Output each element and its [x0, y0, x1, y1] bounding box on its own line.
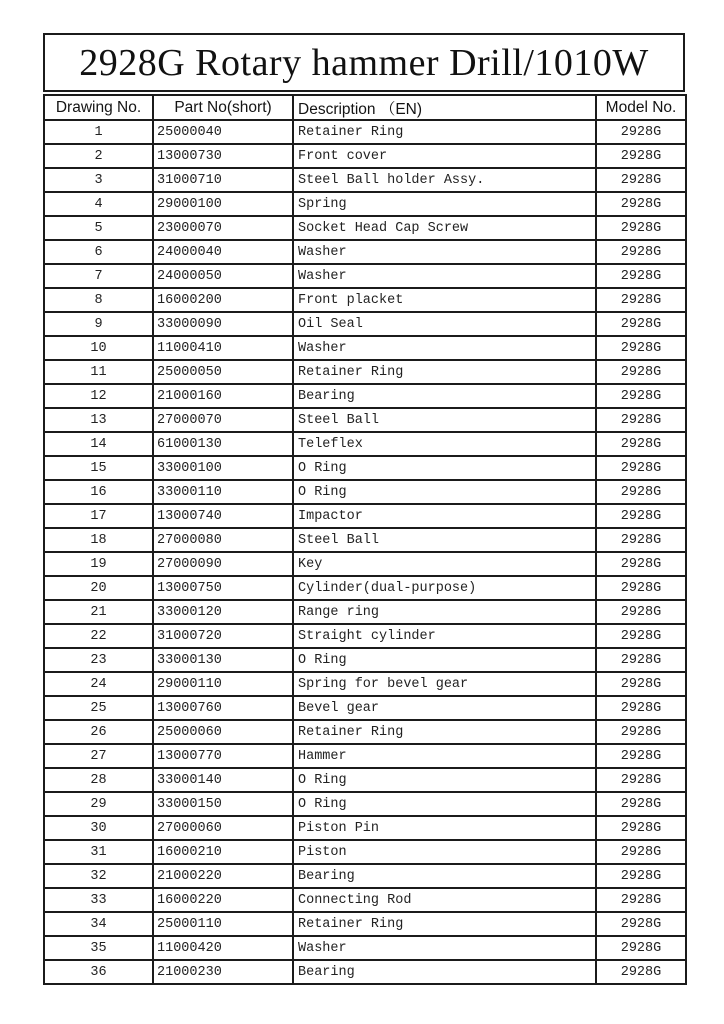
- description-cell: Teleflex: [293, 432, 596, 456]
- table-row: [44, 264, 686, 288]
- description-cell: Piston: [293, 840, 596, 864]
- table-row: [44, 552, 686, 576]
- drawing-no-cell: 32: [44, 864, 153, 888]
- description-cell: O Ring: [293, 768, 596, 792]
- table-row: [44, 744, 686, 768]
- description-cell: Bearing: [293, 864, 596, 888]
- part-no-cell: 11000410: [153, 336, 293, 360]
- drawing-no-cell: 35: [44, 936, 153, 960]
- table-row: [44, 768, 686, 792]
- description-cell: O Ring: [293, 456, 596, 480]
- description-cell: Retainer Ring: [293, 120, 596, 144]
- drawing-no-cell: 18: [44, 528, 153, 552]
- drawing-no-cell: 6: [44, 240, 153, 264]
- header-row: [44, 95, 686, 120]
- part-no-cell: 27000080: [153, 528, 293, 552]
- part-no-cell: 33000140: [153, 768, 293, 792]
- part-no-cell: 16000200: [153, 288, 293, 312]
- description-cell: Socket Head Cap Screw: [293, 216, 596, 240]
- model-no-cell: 2928G: [596, 384, 686, 408]
- model-no-cell: 2928G: [596, 360, 686, 384]
- drawing-no-cell: 30: [44, 816, 153, 840]
- drawing-no-cell: 2: [44, 144, 153, 168]
- description-cell: Retainer Ring: [293, 360, 596, 384]
- drawing-no-cell: 31: [44, 840, 153, 864]
- drawing-no-cell: 9: [44, 312, 153, 336]
- part-no-cell: 21000160: [153, 384, 293, 408]
- table-row: [44, 696, 686, 720]
- column-header-part-no: Part No(short): [153, 95, 293, 120]
- description-cell: Range ring: [293, 600, 596, 624]
- table-row: [44, 672, 686, 696]
- description-cell: Straight cylinder: [293, 624, 596, 648]
- model-no-cell: 2928G: [596, 456, 686, 480]
- table-row: [44, 792, 686, 816]
- model-no-cell: 2928G: [596, 864, 686, 888]
- table-row: [44, 360, 686, 384]
- part-no-cell: 25000040: [153, 120, 293, 144]
- model-no-cell: 2928G: [596, 264, 686, 288]
- drawing-no-cell: 29: [44, 792, 153, 816]
- model-no-cell: 2928G: [596, 648, 686, 672]
- part-no-cell: 29000110: [153, 672, 293, 696]
- part-no-cell: 33000090: [153, 312, 293, 336]
- part-no-cell: 13000760: [153, 696, 293, 720]
- table-row: [44, 648, 686, 672]
- drawing-no-cell: 11: [44, 360, 153, 384]
- model-no-cell: 2928G: [596, 912, 686, 936]
- model-no-cell: 2928G: [596, 432, 686, 456]
- model-no-cell: 2928G: [596, 552, 686, 576]
- table-row: [44, 720, 686, 744]
- description-cell: Washer: [293, 936, 596, 960]
- description-cell: O Ring: [293, 480, 596, 504]
- part-no-cell: 61000130: [153, 432, 293, 456]
- model-no-cell: 2928G: [596, 576, 686, 600]
- table-row: [44, 312, 686, 336]
- part-no-cell: 24000050: [153, 264, 293, 288]
- model-no-cell: 2928G: [596, 528, 686, 552]
- description-cell: Spring: [293, 192, 596, 216]
- column-header-drawing-no: Drawing No.: [44, 95, 153, 120]
- model-no-cell: 2928G: [596, 240, 686, 264]
- table-row: [44, 504, 686, 528]
- table-row: [44, 480, 686, 504]
- table-row: [44, 960, 686, 984]
- table-row: [44, 456, 686, 480]
- description-cell: Retainer Ring: [293, 912, 596, 936]
- drawing-no-cell: 16: [44, 480, 153, 504]
- description-cell: Cylinder(dual-purpose): [293, 576, 596, 600]
- model-no-cell: 2928G: [596, 600, 686, 624]
- part-no-cell: 33000100: [153, 456, 293, 480]
- description-cell: Piston Pin: [293, 816, 596, 840]
- drawing-no-cell: 21: [44, 600, 153, 624]
- drawing-no-cell: 5: [44, 216, 153, 240]
- description-cell: Washer: [293, 336, 596, 360]
- model-no-cell: 2928G: [596, 312, 686, 336]
- drawing-no-cell: 34: [44, 912, 153, 936]
- drawing-no-cell: 13: [44, 408, 153, 432]
- drawing-no-cell: 1: [44, 120, 153, 144]
- drawing-no-cell: 3: [44, 168, 153, 192]
- description-cell: Spring for bevel gear: [293, 672, 596, 696]
- part-no-cell: 27000090: [153, 552, 293, 576]
- model-no-cell: 2928G: [596, 816, 686, 840]
- model-no-cell: 2928G: [596, 960, 686, 984]
- drawing-no-cell: 4: [44, 192, 153, 216]
- drawing-no-cell: 36: [44, 960, 153, 984]
- drawing-no-cell: 19: [44, 552, 153, 576]
- part-no-cell: 13000730: [153, 144, 293, 168]
- part-no-cell: 25000060: [153, 720, 293, 744]
- part-no-cell: 33000120: [153, 600, 293, 624]
- drawing-no-cell: 27: [44, 744, 153, 768]
- model-no-cell: 2928G: [596, 720, 686, 744]
- drawing-no-cell: 14: [44, 432, 153, 456]
- model-no-cell: 2928G: [596, 936, 686, 960]
- drawing-no-cell: 28: [44, 768, 153, 792]
- description-cell: Retainer Ring: [293, 720, 596, 744]
- model-no-cell: 2928G: [596, 480, 686, 504]
- table-row: [44, 408, 686, 432]
- table-row: [44, 840, 686, 864]
- model-no-cell: 2928G: [596, 768, 686, 792]
- drawing-no-cell: 8: [44, 288, 153, 312]
- part-no-cell: 27000060: [153, 816, 293, 840]
- part-no-cell: 33000150: [153, 792, 293, 816]
- description-cell: Steel Ball: [293, 408, 596, 432]
- model-no-cell: 2928G: [596, 504, 686, 528]
- model-no-cell: 2928G: [596, 144, 686, 168]
- part-no-cell: 33000130: [153, 648, 293, 672]
- model-no-cell: 2928G: [596, 888, 686, 912]
- model-no-cell: 2928G: [596, 696, 686, 720]
- table-row: [44, 888, 686, 912]
- model-no-cell: 2928G: [596, 840, 686, 864]
- table-row: [44, 600, 686, 624]
- table-row: [44, 912, 686, 936]
- description-cell: Hammer: [293, 744, 596, 768]
- model-no-cell: 2928G: [596, 288, 686, 312]
- part-no-cell: 24000040: [153, 240, 293, 264]
- part-no-cell: 25000050: [153, 360, 293, 384]
- description-cell: Oil Seal: [293, 312, 596, 336]
- model-no-cell: 2928G: [596, 120, 686, 144]
- model-no-cell: 2928G: [596, 624, 686, 648]
- part-no-cell: 16000220: [153, 888, 293, 912]
- table-row: [44, 168, 686, 192]
- part-no-cell: 31000710: [153, 168, 293, 192]
- table-row: [44, 144, 686, 168]
- table-row: [44, 240, 686, 264]
- model-no-cell: 2928G: [596, 792, 686, 816]
- table-row: [44, 576, 686, 600]
- part-no-cell: 13000740: [153, 504, 293, 528]
- model-no-cell: 2928G: [596, 192, 686, 216]
- table-row: [44, 288, 686, 312]
- drawing-no-cell: 22: [44, 624, 153, 648]
- description-cell: Connecting Rod: [293, 888, 596, 912]
- table-row: [44, 192, 686, 216]
- table-row: [44, 120, 686, 144]
- model-no-cell: 2928G: [596, 672, 686, 696]
- part-no-cell: 25000110: [153, 912, 293, 936]
- description-cell: Front placket: [293, 288, 596, 312]
- drawing-no-cell: 7: [44, 264, 153, 288]
- part-no-cell: 29000100: [153, 192, 293, 216]
- table-row: [44, 432, 686, 456]
- table-row: [44, 936, 686, 960]
- part-no-cell: 33000110: [153, 480, 293, 504]
- parts-table: [43, 94, 687, 985]
- description-cell: Impactor: [293, 504, 596, 528]
- parts-list-sheet: [43, 33, 685, 985]
- parts-table-body: [44, 120, 686, 984]
- part-no-cell: 31000720: [153, 624, 293, 648]
- drawing-no-cell: 15: [44, 456, 153, 480]
- drawing-no-cell: 10: [44, 336, 153, 360]
- table-row: [44, 216, 686, 240]
- description-cell: Washer: [293, 264, 596, 288]
- drawing-no-cell: 20: [44, 576, 153, 600]
- document-title-box: [43, 33, 685, 92]
- part-no-cell: 21000220: [153, 864, 293, 888]
- description-cell: Bearing: [293, 960, 596, 984]
- model-no-cell: 2928G: [596, 168, 686, 192]
- description-cell: O Ring: [293, 648, 596, 672]
- drawing-no-cell: 17: [44, 504, 153, 528]
- part-no-cell: 23000070: [153, 216, 293, 240]
- model-no-cell: 2928G: [596, 408, 686, 432]
- description-cell: Key: [293, 552, 596, 576]
- table-row: [44, 624, 686, 648]
- part-no-cell: 13000770: [153, 744, 293, 768]
- table-row: [44, 528, 686, 552]
- drawing-no-cell: 23: [44, 648, 153, 672]
- drawing-no-cell: 24: [44, 672, 153, 696]
- column-header-description: Description （EN): [293, 95, 596, 120]
- part-no-cell: 16000210: [153, 840, 293, 864]
- model-no-cell: 2928G: [596, 336, 686, 360]
- model-no-cell: 2928G: [596, 744, 686, 768]
- description-cell: Washer: [293, 240, 596, 264]
- part-no-cell: 27000070: [153, 408, 293, 432]
- table-row: [44, 864, 686, 888]
- table-row: [44, 384, 686, 408]
- document-title: 2928G Rotary hammer Drill/1010W: [79, 41, 649, 84]
- description-cell: Front cover: [293, 144, 596, 168]
- description-cell: O Ring: [293, 792, 596, 816]
- drawing-no-cell: 25: [44, 696, 153, 720]
- part-no-cell: 13000750: [153, 576, 293, 600]
- model-no-cell: 2928G: [596, 216, 686, 240]
- table-row: [44, 336, 686, 360]
- part-no-cell: 11000420: [153, 936, 293, 960]
- parts-table-header: [44, 95, 686, 120]
- description-cell: Bearing: [293, 384, 596, 408]
- description-cell: Steel Ball holder Assy.: [293, 168, 596, 192]
- column-header-model-no: Model No.: [596, 95, 686, 120]
- table-row: [44, 816, 686, 840]
- description-cell: Bevel gear: [293, 696, 596, 720]
- drawing-no-cell: 12: [44, 384, 153, 408]
- drawing-no-cell: 33: [44, 888, 153, 912]
- part-no-cell: 21000230: [153, 960, 293, 984]
- description-cell: Steel Ball: [293, 528, 596, 552]
- drawing-no-cell: 26: [44, 720, 153, 744]
